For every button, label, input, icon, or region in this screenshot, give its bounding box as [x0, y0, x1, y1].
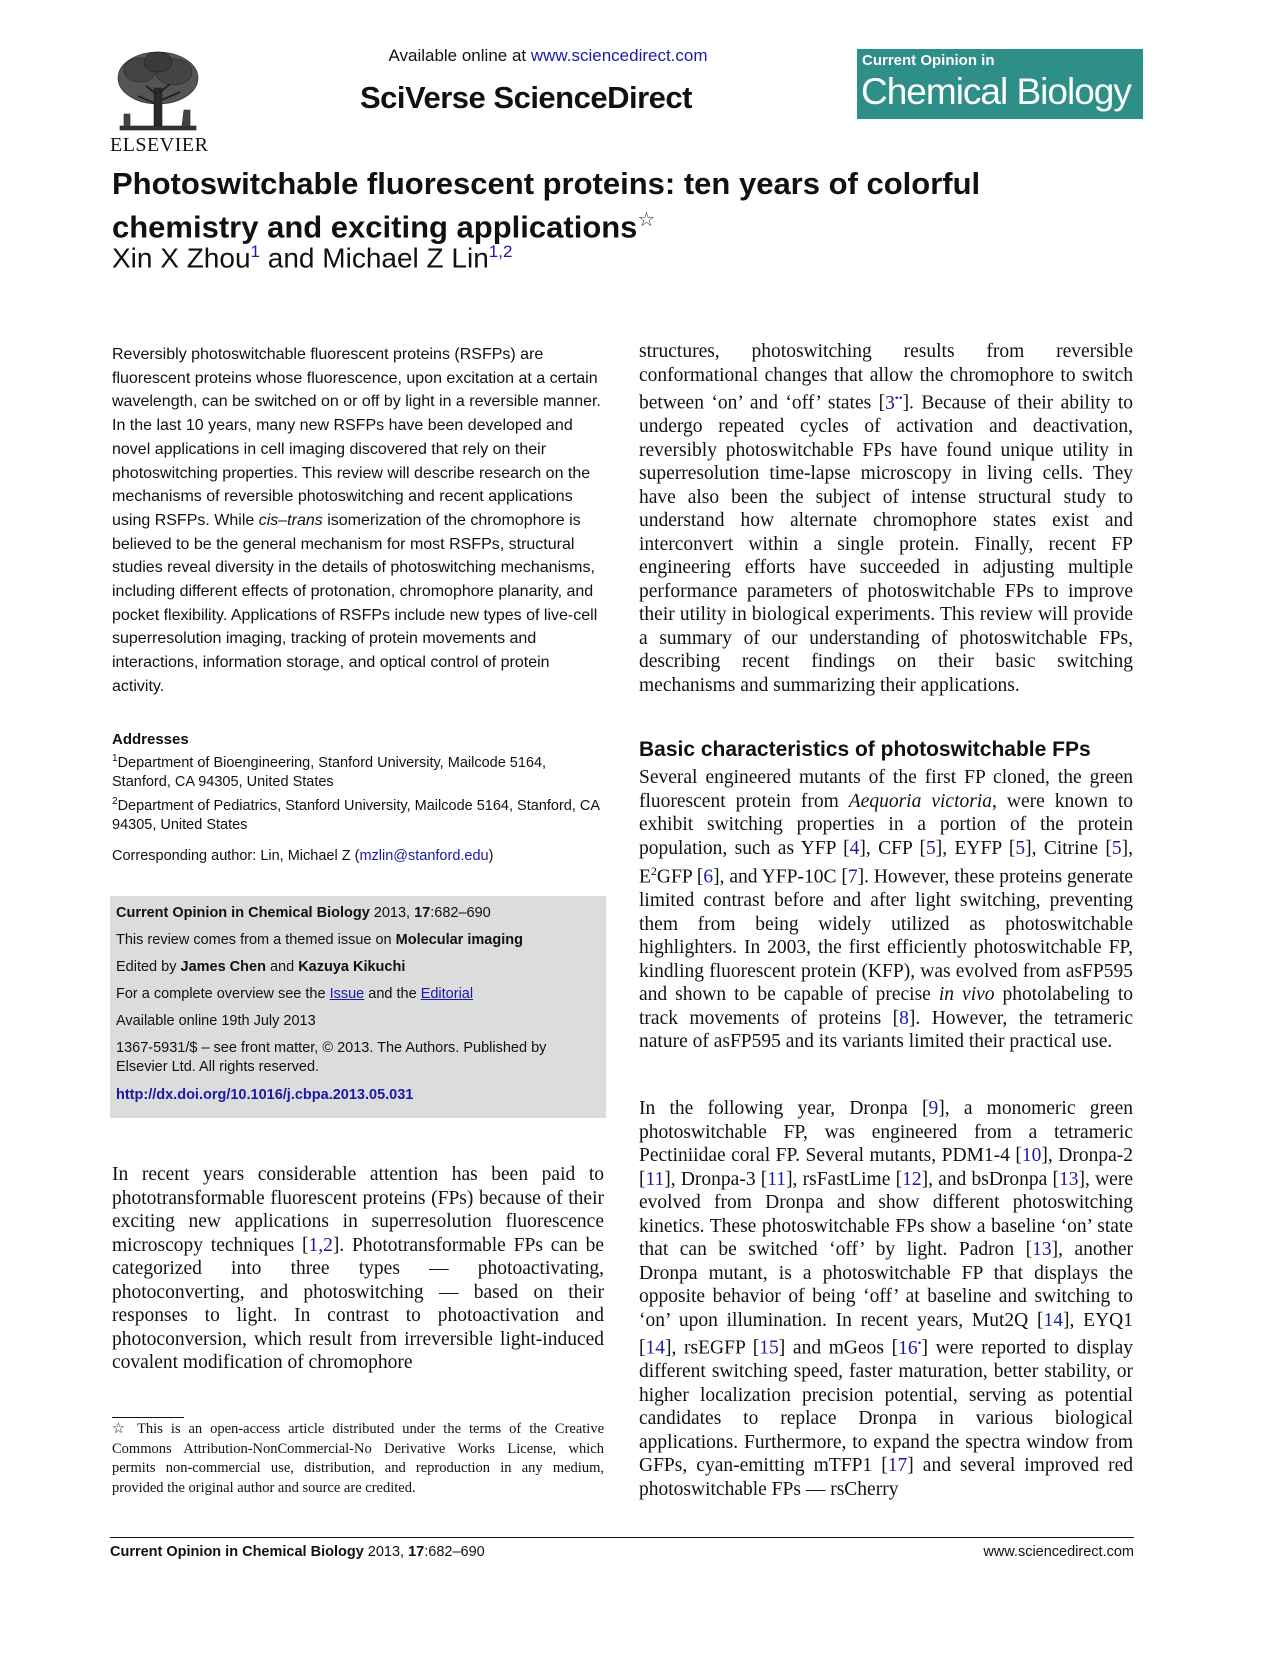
corr-email-link[interactable]: mzlin@stanford.edu	[359, 848, 489, 864]
p3-text: ], EYQ1 [	[639, 1309, 1134, 1359]
article-title	[112, 166, 1112, 245]
info-year: 2013,	[369, 905, 415, 921]
p3-text: ] were reported to display different switching speed, faster maturation, better stability, or higher localization precision potential, serving as potential candidates to replace Dronpa in various biological applications. Furthermore, to expand the spectra window from GFPs, cyan-emitting mTFP1 [	[639, 1337, 1134, 1476]
ref-link[interactable]: 5	[1015, 837, 1026, 859]
abstract-text-2: isomerization of the chromophore is believed to be the general mechanism for most RSFPs, structural studies reveal diversity in the details of photoswitching mechanisms, including different effects of protonation, chromophore planarity, and pocket flexibility. Applications of RSFPs include new types of live-cell superresolution imaging, tracking of protein movements and interactions, information storage, and optical control of protein activity.	[112, 511, 598, 695]
abstract-text-1: Reversibly photoswitchable fluorescent proteins (RSFPs) are fluorescent proteins whose fluorescence, upon excitation at a certain wavelength, can be switched on or off by light in a reversible manner. In the last 10 years, many new RSFPs have been developed and novel applications in cell imaging discovered that rely on their photoswitching properties. This review will describe research on the mechanisms of reversible photoswitching and recent applications using RSFPs. While	[112, 346, 601, 529]
sciencedirect-link[interactable]: www.sciencedirect.com	[530, 46, 708, 65]
journal-badge-bottom: Chemical Biology	[861, 71, 1131, 112]
p2-text: ]. However, these proteins generate limited contrast before and after light switching, preventing them from being widely utilized as photoswitchable highlighters. In 2003, the first efficiently photoswitchable FP, kindling fluorescent protein (KFP), was evolved from asFP595 and shown to be capable of precise	[639, 866, 1133, 1005]
ref-link[interactable]: 15	[759, 1337, 779, 1359]
intro-paragraph	[112, 1163, 604, 1375]
available-prefix: Available online at	[388, 46, 531, 65]
in-vivo-italic: in vivo	[938, 984, 995, 1005]
author-2-affiliation[interactable]: 1,2	[488, 242, 513, 261]
authors-line	[112, 242, 512, 274]
info-edited-prefix: Edited by	[116, 959, 181, 975]
right-paragraph-1	[639, 340, 1133, 697]
ref-16[interactable]: 16	[898, 1337, 918, 1359]
address-2-text: Department of Pediatrics, Stanford University, Mailcode 5164, Stanford, CA 94305, United States	[112, 797, 600, 833]
intro-text-1: In recent years considerable attention has been paid to phototransformable fluorescent proteins (FPs) because of their exciting new applications in superresolution fluorescence microscopy techniques [	[112, 1164, 604, 1256]
address-1-sup: 1	[112, 753, 118, 764]
p3-text: ], and bsDronpa [	[921, 1168, 1060, 1190]
footer-year: 2013,	[363, 1544, 409, 1560]
footer-journal: Current Opinion in Chemical Biology	[110, 1544, 364, 1560]
address-1-text: Department of Bioengineering, Stanford University, Mailcode 5164, Stanford, CA 94305, United States	[112, 754, 547, 790]
p3-text: In the following year, Dronpa [	[639, 1098, 929, 1119]
ref-link[interactable]	[885, 393, 902, 414]
p2-text: ]. However, the tetrameric nature of asFP595 and its variants limited their practical use.	[639, 1007, 1133, 1052]
p3-text: ], Dronpa-3 [	[664, 1168, 768, 1190]
info-citation	[116, 904, 596, 923]
doi-text[interactable]: http://dx.doi.org/10.1016/j.cbpa.2013.05.031	[116, 1087, 414, 1103]
info-editor-2: Kazuya Kikuchi	[298, 959, 406, 975]
issue-link[interactable]: Issue	[329, 986, 365, 1002]
author-1-affiliation[interactable]: 1	[250, 242, 260, 261]
ref-3-dots: ••	[894, 392, 903, 404]
footer-divider	[110, 1537, 1134, 1538]
author-1: Xin X Zhou	[112, 242, 251, 274]
ref-link[interactable]: 9	[928, 1098, 939, 1119]
author-2: Michael Z Lin	[322, 242, 489, 274]
doi-link[interactable]	[116, 1086, 596, 1105]
intro-text-2: ]. Phototransformable FPs can be categorized into three types — photoactivating, photoconverting, and photoswitching — based on their responses to light. In contrast to photoactivation and photoconversion, which result from irreversible light-induced covalent modification of chromophore	[112, 1234, 604, 1373]
ref-link[interactable]: 4	[849, 837, 860, 859]
address-2-sup: 2	[112, 795, 118, 807]
abstract	[112, 343, 604, 699]
ref-link[interactable]: 13	[1032, 1239, 1052, 1260]
section-heading: Basic characteristics of photoswitchable FPs	[639, 738, 1091, 761]
info-available-online: Available online 19th July 2013	[116, 1013, 316, 1029]
right-paragraph-2	[639, 766, 1133, 1054]
ref-link[interactable]: 5	[925, 837, 936, 859]
address-1	[112, 749, 604, 792]
info-overview-and: and the	[364, 986, 421, 1002]
ref-link[interactable]: 7	[847, 866, 858, 888]
ref-link[interactable]	[898, 1338, 921, 1359]
p3-text: ], another Dronpa mutant, is a photoswitchable FP that displays the opposite behavior of being ‘off’ at baseline and switching to ‘on’ upon illumination. In recent years, Mut2Q [	[639, 1239, 1133, 1331]
p1-text-2: ]. Because of their ability to undergo repeated cycles of activation and deactivation, reversibly photoswitchable FPs have found unique utility in superresolution time-lapse microscopy in living cells. They have also been the subject of intense structural study to understand how alternate chromophore states exist and interconvert within a single protein. Finally, recent FP engineering efforts have succeeded in adjusting multiple performance parameters of photoswitchable FPs to improve their utility in biological experiments. This review will provide a summary of our understanding of photoswitchable FPs, describing recent findings on their basic switching mechanisms and summarizing their applications.	[639, 392, 1133, 696]
p2-text: ], Citrine [	[1025, 837, 1112, 859]
info-themed	[116, 931, 596, 950]
addresses-heading: Addresses	[112, 731, 189, 748]
ref-link[interactable]: 10	[1021, 1145, 1042, 1166]
p2-text: ], and YFP-10C [	[713, 866, 848, 888]
ref-link[interactable]: 6	[703, 866, 714, 888]
footnote-star-icon: ☆	[112, 1421, 130, 1437]
p2-text: ], E	[639, 837, 1133, 888]
addresses	[112, 730, 604, 835]
info-pages: :682–690	[430, 905, 491, 921]
footer-pages: :682–690	[424, 1544, 485, 1560]
ref-link[interactable]: 12	[902, 1168, 922, 1190]
p1-text-1: structures, photoswitching results from reversible conformational changes that allow the chromophore to switch between ‘on’ and ‘off’ states [	[639, 341, 1133, 414]
info-journal: Current Opinion in Chemical Biology	[116, 905, 370, 921]
address-2	[112, 792, 604, 835]
editorial-link[interactable]: Editorial	[420, 986, 474, 1002]
footnote-divider	[112, 1417, 184, 1418]
title-line-1: Photoswitchable fluorescent proteins: ten years of colorful	[112, 166, 981, 201]
p3-text: ] and several improved red photoswitchable FPs — rsCherry	[639, 1455, 1134, 1500]
platform-name: SciVerse ScienceDirect	[360, 80, 692, 115]
info-overview-prefix: For a complete overview see the	[116, 986, 330, 1002]
species-name: Aequoria victoria	[848, 790, 992, 812]
ref-link[interactable]: 11	[645, 1168, 665, 1190]
ref-link[interactable]: 1,2	[308, 1234, 333, 1256]
info-themed-prefix: This review comes from a themed issue on	[116, 932, 396, 948]
ref-link[interactable]: 8	[899, 1007, 909, 1029]
info-volume: 17	[414, 905, 431, 921]
title-footnote-star-icon[interactable]: ☆	[637, 209, 656, 231]
journal-badge	[857, 49, 1143, 119]
info-editor-and: and	[265, 959, 299, 975]
footnote-text: This is an open-access article distributed under the terms of the Creative Commons Attribution-NonCommercial-No Derivative Works License, which permits non-commercial use, distribution, and reproduction in any medium, provided the original author and source are credited.	[112, 1421, 605, 1496]
corr-prefix: Corresponding author: Lin, Michael Z (	[112, 848, 360, 864]
p2-text: GFP [	[656, 866, 704, 888]
p3-text: ], rsFastLime [	[786, 1168, 903, 1190]
ref-3[interactable]: 3	[885, 392, 895, 414]
publisher-name: ELSEVIER	[110, 134, 209, 156]
p2-text: photolabeling to track movements of proteins [	[639, 984, 1133, 1029]
info-themed-topic: Molecular imaging	[395, 932, 523, 948]
ref-link[interactable]: 14	[1043, 1309, 1064, 1331]
p3-text: ] and mGeos [	[778, 1337, 899, 1359]
ref-link[interactable]: 14	[645, 1337, 665, 1359]
p3-text: ], Dronpa-2 [	[639, 1145, 1134, 1190]
p2-text: Several engineered mutants of the first FP cloned, the green fluorescent protein from	[639, 767, 1133, 812]
p2-text: ], CFP [	[859, 837, 926, 859]
p2-text: , were known to exhibit switching properties in a portion of the protein population, such as YFP [	[639, 790, 1134, 859]
info-overview	[116, 985, 596, 1004]
ref-16-dot: •	[917, 1337, 922, 1349]
ref-link[interactable]: 17	[887, 1455, 908, 1476]
right-paragraph-3	[639, 1097, 1133, 1501]
abstract-italic: cis–trans	[258, 511, 323, 529]
info-editors	[116, 958, 596, 977]
info-copyright: 1367-5931/$ – see front matter, © 2013. The Authors. Published by Elsevier Ltd. All rights reserved.	[116, 1040, 547, 1075]
p3-text: ], rsEGFP [	[665, 1337, 760, 1359]
ref-link[interactable]: 13	[1059, 1168, 1079, 1190]
corresponding-author	[112, 848, 493, 864]
title-line-2: chemistry and exciting applications	[112, 209, 638, 245]
authors-and: and	[260, 242, 323, 274]
journal-badge-top: Current Opinion in	[862, 52, 995, 69]
footer-citation	[110, 1544, 485, 1560]
ref-link[interactable]: 5	[1111, 837, 1122, 859]
superscript: 2	[650, 864, 657, 878]
p3-text: ], a monomeric green photoswitchable FP, was engineered from a tetrameric Pectiniidae coral FP. Several mutants, PDM1-4 [	[639, 1098, 1133, 1166]
ref-link[interactable]: 11	[767, 1168, 787, 1190]
footer-volume: 17	[408, 1544, 425, 1560]
footnote	[112, 1420, 604, 1498]
footer-site[interactable]: www.sciencedirect.com	[983, 1544, 1134, 1560]
article-info-box	[110, 896, 606, 1118]
corr-suffix: )	[488, 848, 494, 864]
p2-text: ], EYFP [	[935, 837, 1016, 859]
info-editor-1: James Chen	[180, 959, 266, 975]
p3-text: ], were evolved from Dronpa and show different photoswitching kinetics. These photoswitchable FPs show a baseline ‘on’ state that can be switched ‘off’ by light. Padron [	[639, 1168, 1133, 1260]
